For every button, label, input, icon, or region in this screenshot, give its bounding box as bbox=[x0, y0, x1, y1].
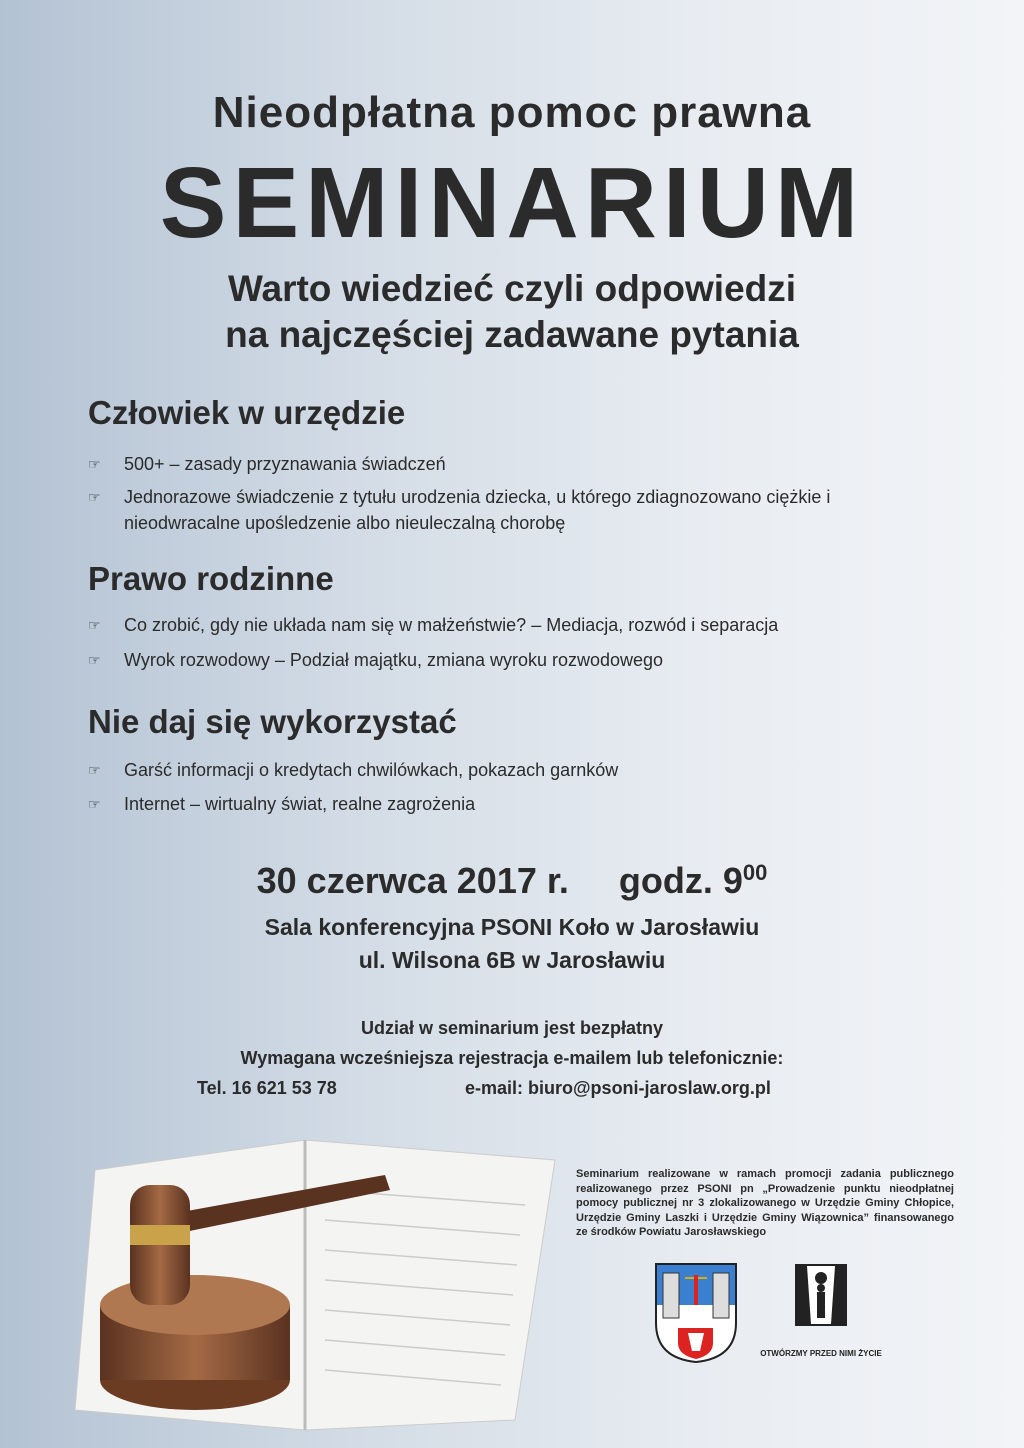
email-link[interactable]: e-mail: biuro@psoni-jaroslaw.org.pl bbox=[465, 1078, 771, 1098]
gavel-book-illustration bbox=[55, 1130, 575, 1440]
pointing-hand-icon: ☞ bbox=[88, 762, 101, 778]
list-item: ☞ Internet – wirtualny świat, realne zagrożenia bbox=[88, 791, 908, 817]
pointing-hand-icon: ☞ bbox=[88, 489, 101, 505]
event-time-minutes: 00 bbox=[742, 860, 768, 885]
page-title: SEMINARIUM bbox=[159, 147, 865, 259]
list-item: ☞ Wyrok rozwodowy – Podział majątku, zmiana wyroku rozwodowego bbox=[88, 647, 908, 673]
free-entry: Udział w seminarium jest bezpłatny bbox=[360, 1018, 664, 1038]
section-heading: Prawo rodzinne bbox=[88, 560, 334, 597]
list-item: ☞ Co zrobić, gdy nie układa nam się w małżeństwie? – Mediacja, rozwód i separacja bbox=[88, 612, 908, 638]
section-heading: Człowiek w urzędzie bbox=[88, 394, 406, 431]
tagline bbox=[0, 266, 1024, 358]
psoni-slogan: OTWÓRZMY PRZED NIMI ŻYCIE bbox=[760, 1349, 882, 1358]
event-datetime bbox=[0, 860, 1024, 902]
jaroslaw-coat-of-arms-logo bbox=[655, 1263, 737, 1363]
section-heading: Nie daj się wykorzystać bbox=[88, 703, 457, 740]
list-item: ☞ Jednorazowe świadczenie z tytułu urodzenia dziecka, u którego zdiagnozowano ciężkie i nieodwracalne upośledzenie albo nieuleczalną chorobę bbox=[88, 484, 888, 536]
pointing-hand-icon: ☞ bbox=[88, 617, 101, 633]
event-venue: Sala konferencyjna PSONI Koło w Jarosławiu bbox=[264, 914, 760, 940]
tagline-line-1: Warto wiedzieć czyli odpowiedzi bbox=[227, 268, 797, 309]
phone: Tel. 16 621 53 78 bbox=[197, 1078, 337, 1098]
tagline-line-2: na najczęściej zadawane pytania bbox=[225, 314, 799, 355]
event-address: ul. Wilsona 6B w Jarosławiu bbox=[358, 947, 666, 973]
subtitle: Nieodpłatna pomoc prawna bbox=[212, 88, 812, 137]
list-item: ☞ 500+ – zasady przyznawania świadczeń bbox=[88, 451, 908, 477]
funding-note: Seminarium realizowane w ramach promocji zadania publicznego realizowanego przez PSONI pn „Prowadzenie punktu nieodpłatnej pomocy publicznej nr 3 zlokalizowanego w Urzędzie Gminy Chłopice, Urzędzie Gminy Laszki i Urzędzie Gminy Wiązownica” finansowanego ze środków Powiatu Jarosławskiego bbox=[576, 1168, 954, 1238]
event-date: 30 czerwca 2017 r. bbox=[256, 860, 569, 901]
list-item: ☞ Garść informacji o kredytach chwilówkach, pokazach garnków bbox=[88, 757, 908, 783]
registration-required: Wymagana wcześniejsza rejestracja e-mailem lub telefonicznie: bbox=[240, 1048, 784, 1068]
pointing-hand-icon: ☞ bbox=[88, 796, 101, 812]
pointing-hand-icon: ☞ bbox=[88, 456, 101, 472]
psoni-logo bbox=[760, 1262, 882, 1372]
pointing-hand-icon: ☞ bbox=[88, 652, 101, 668]
event-time: godz. 9 bbox=[618, 860, 743, 901]
